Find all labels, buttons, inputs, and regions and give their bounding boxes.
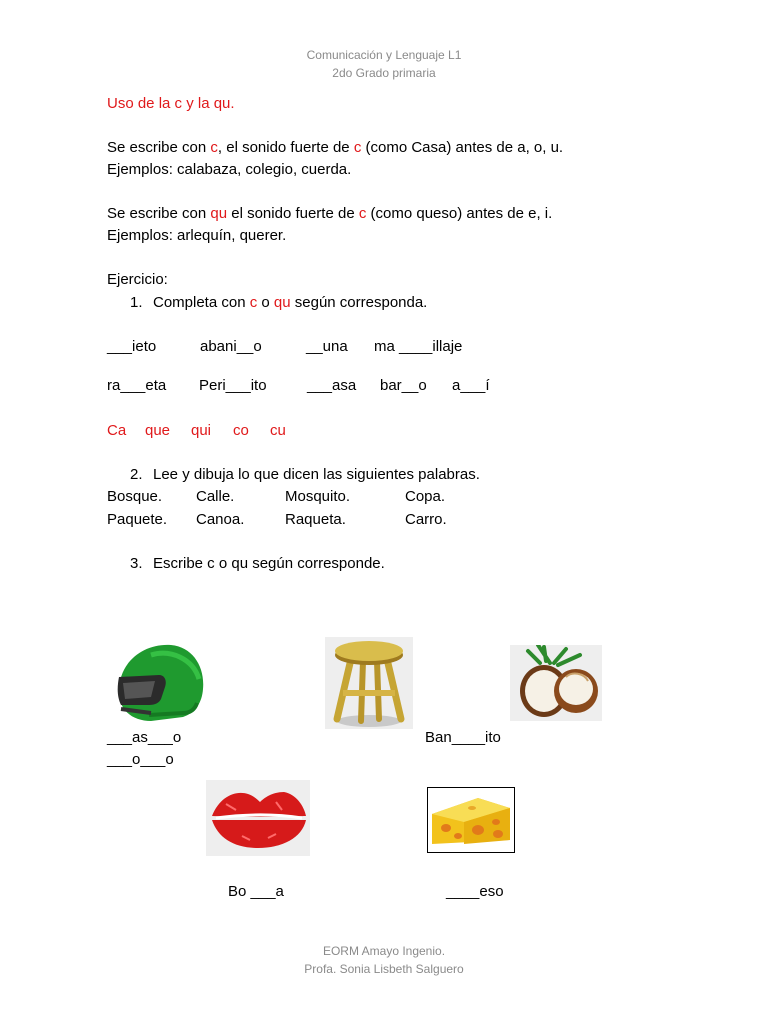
syllable: qui [191, 422, 212, 439]
header-grade: 2do Grado primaria [332, 66, 436, 80]
fill-word: Peri___ito [199, 377, 267, 394]
rule-c-text-1: Se escribe con [107, 139, 211, 156]
rule-c-examples: Ejemplos: calabaza, colegio, cuerda. [107, 161, 352, 178]
stool-icon [325, 637, 413, 729]
item-1-text-1: Completa con [153, 294, 250, 311]
item-1-text-2: o [257, 294, 274, 311]
rule-qu-highlight-1: qu [210, 205, 228, 222]
lips-label: Bo ___a [228, 883, 284, 900]
cheese-label: ____eso [446, 883, 504, 900]
item-2-number: 2. [130, 466, 143, 483]
rule-qu-text-2: el sonido fuerte de [227, 205, 359, 222]
rule-c-highlight-2: c [353, 139, 362, 156]
syllable: Ca [107, 422, 127, 439]
item-2-instruction: Lee y dibuja lo que dicen las siguientes palabras. [153, 466, 480, 483]
helmet-label-1: ___as___o [107, 729, 182, 746]
fill-word: ma ____illaje [374, 338, 463, 355]
cheese-icon [427, 787, 515, 853]
page-title: Uso de la c y la qu. [107, 95, 235, 112]
item-3-number: 3. [130, 555, 143, 572]
item-1-highlight-c: c [249, 294, 258, 311]
rule-qu-text-3: (como queso) antes de e, i. [366, 205, 553, 222]
fill-word: a___í [452, 377, 490, 394]
syllable: co [233, 422, 249, 439]
rule-qu-text-1: Se escribe con [107, 205, 211, 222]
word: Mosquito. [285, 488, 351, 505]
syllable: que [145, 422, 171, 439]
item-1-text-3: según corresponda. [290, 294, 428, 311]
rule-c-text-3: (como Casa) antes de a, o, u. [361, 139, 564, 156]
rule-c [107, 139, 563, 156]
fill-word: __una [306, 338, 348, 355]
word: Copa. [405, 488, 446, 505]
item-3-instruction: Escribe c o qu según corresponde. [153, 555, 385, 572]
fill-word: abani__o [200, 338, 262, 355]
rule-qu-examples: Ejemplos: arlequín, querer. [107, 227, 287, 244]
item-1-instruction [153, 294, 427, 311]
fill-word: ___asa [307, 377, 357, 394]
helmet-icon [111, 637, 207, 725]
item-1-number: 1. [130, 294, 143, 311]
footer-school: EORM Amayo Ingenio. [322, 944, 446, 958]
stool-label: Ban____ito [425, 729, 501, 746]
item-1-highlight-qu: qu [273, 294, 291, 311]
coconut-icon [510, 645, 602, 721]
fill-word: ra___eta [107, 377, 167, 394]
fill-word: ___ieto [107, 338, 157, 355]
rule-qu [107, 205, 552, 222]
syllable: cu [270, 422, 286, 439]
word: Bosque. [107, 488, 163, 505]
word: Paquete. [107, 511, 168, 528]
lips-icon [206, 780, 310, 856]
word: Carro. [405, 511, 447, 528]
word: Raqueta. [285, 511, 346, 528]
helmet-label-2: ___o___o [107, 751, 174, 768]
fill-word: bar__o [380, 377, 427, 394]
rule-c-highlight-1: c [210, 139, 218, 156]
exercise-label: Ejercicio: [107, 271, 168, 288]
word: Calle. [196, 488, 235, 505]
rule-qu-highlight-2: c [358, 205, 367, 222]
rule-c-text-2: , el sonido fuerte de [217, 139, 354, 156]
word: Canoa. [196, 511, 245, 528]
header-subject: Comunicación y Lenguaje L1 [306, 48, 462, 62]
footer-teacher: Profa. Sonia Lisbeth Salguero [304, 962, 464, 976]
